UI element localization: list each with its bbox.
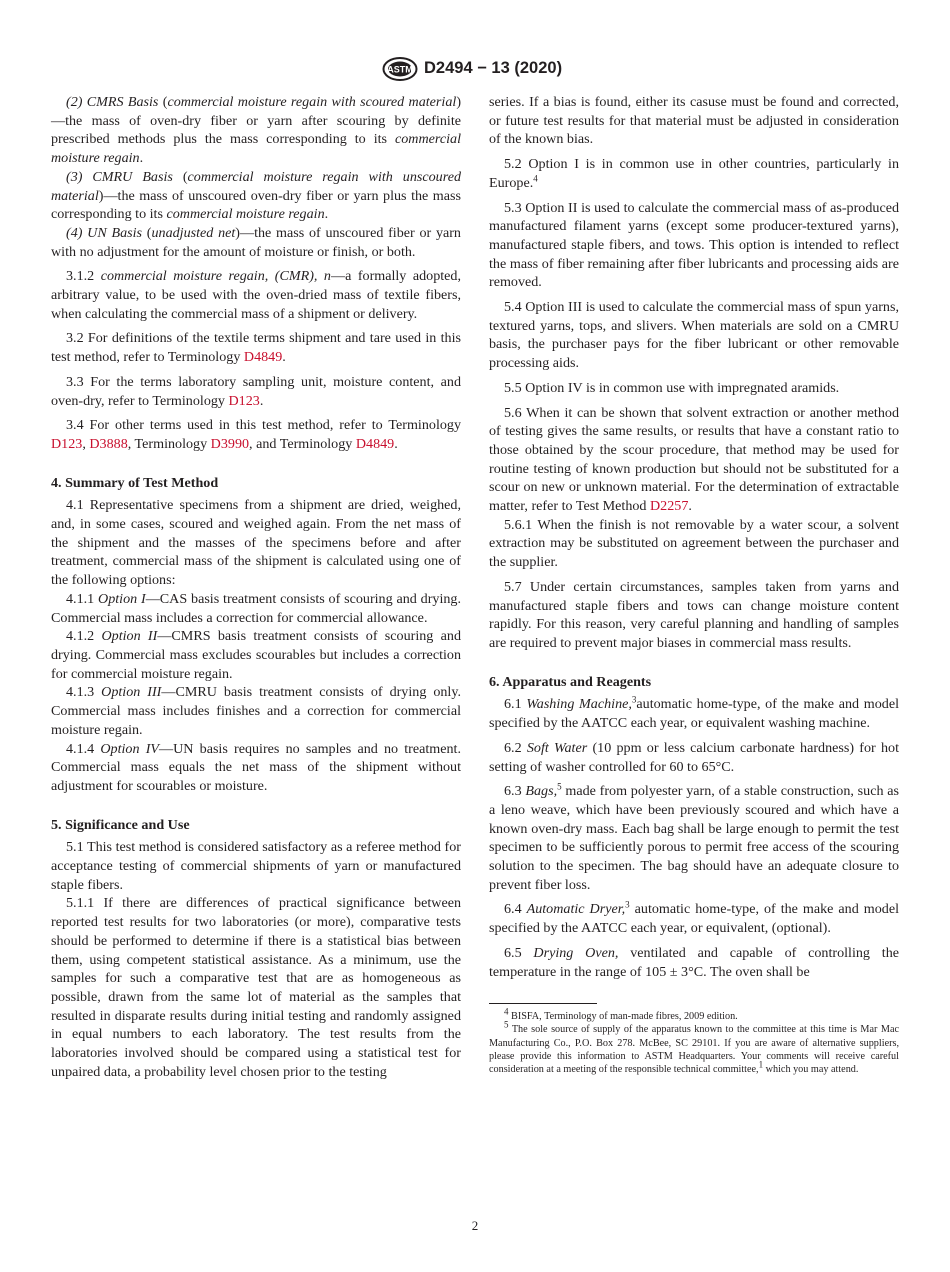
- logo-text: ASTM: [387, 64, 413, 75]
- paragraph-3-4: 3.4 For other terms used in this test method, refer to Terminology D123, D3888, Terminology D3990, and Terminology D4849.: [51, 417, 461, 452]
- link-d123[interactable]: D123: [228, 392, 260, 409]
- section-heading-5: 5. Significance and Use: [51, 816, 190, 833]
- paragraph-5-4: 5.4 Option III is used to calculate the commercial mass of spun yarns, textured yarns, tops, and slivers. When materials are sold on a CMRU basis, the purchaser pays for the fiber lubricant or other removable processing aids.: [489, 299, 899, 372]
- paragraph-6-5: 6.5 Drying Oven, ventilated and capable of controlling the temperature in the range of 105 ± 3°C. The oven shall be: [489, 944, 899, 980]
- paragraph-5-7: 5.7 Under certain circumstances, samples taken from yarns and manufactured staple fibers and tows can change moisture content rapidly. For this reason, very careful planning and handling of samples are required to prevent major biases in commercial mass results.: [489, 578, 899, 651]
- paragraph-3-2: 3.2 For definitions of the textile terms shipment and tare used in this test method, refer to Terminology D4849.: [51, 330, 461, 366]
- link-d123[interactable]: D123: [51, 435, 83, 452]
- document-designation: D2494 − 13 (2020): [424, 59, 563, 77]
- paragraph-5-5: 5.5 Option IV is in common use with impregnated aramids.: [504, 379, 840, 396]
- paragraph-4-1-4: 4.1.4 Option IV—UN basis requires no samples and no treatment. Commercial mass equals the net mass of the shipment without adjustment for scourables or moisture.: [51, 740, 461, 794]
- paragraph-cmru-basis: (3) CMRU Basis (commercial moisture regain with unscoured material)—the mass of unscoured oven-dry fiber or yarn plus the mass corresponding to its commercial moisture regain.: [51, 168, 461, 223]
- footnote-ref-5: 5: [557, 781, 562, 792]
- footnote-ref-4: 4: [533, 173, 538, 184]
- link-d4849[interactable]: D4849: [355, 435, 395, 452]
- paragraph-5-6-1: 5.6.1 When the finish is not removable by a water scour, a solvent extraction may be substituted on agreement between the purchaser and the supplier.: [489, 516, 899, 571]
- paragraph-5-1: 5.1 This test method is considered satisfactory as a referee method for acceptance testing of commercial shipments of yarn or manufactured staple fibers.: [51, 839, 461, 893]
- link-d3990[interactable]: D3990: [210, 435, 250, 452]
- footnote-ref-3: 3: [631, 694, 637, 705]
- paragraph-6-1: 6.1 Washing Machine,$^3$automatic home-type, of the make and model specified by the AATCC each year, or equivalent washing machine.: [489, 694, 900, 732]
- paragraph-5-1-1-continued: series. If a bias is found, either its casuse must be found and corrected, or future test results for that material must be adjusted in consideration of the known bias.: [489, 94, 899, 148]
- footnote-5: $^5$ The sole source of supply of the apparatus known to the committee at this time is Mar Mac Manufacturing Co., P.O. Box 278. McBee, SC 29101. If you are aware of alternative suppliers, please provide this information to ASTM Headquarters. Your comments will receive careful consideration at a meeting of the responsible technical committee,$^1$ which you may attend.: [489, 1020, 899, 1076]
- page-header: [0, 56, 950, 82]
- paragraph-4-1-3: 4.1.3 Option III—CMRU basis treatment consists of drying only. Commercial mass includes finishes and a correction for commercial moisture regain.: [51, 684, 461, 738]
- footnote-4: $^4$ BISFA, Terminology of man-made fibres, 2009 edition.: [504, 1006, 738, 1023]
- link-d3888[interactable]: D3888: [89, 435, 128, 452]
- page-number: 2: [471, 1218, 479, 1233]
- link-d2257[interactable]: D2257: [650, 498, 689, 515]
- paragraph-cmrs-basis: (2) CMRS Basis (commercial moisture regain with scoured material)—the mass of oven-dry fiber or yarn after scouring by definite prescribed methods plus the mass corresponding to its commercial moisture regain.: [51, 94, 462, 167]
- astm-logo-icon: [382, 57, 418, 81]
- paragraph-un-basis: (4) UN Basis (unadjusted net)—the mass of unscoured fiber or yarn with no adjustment for the amount of moisture or finish, or both.: [51, 224, 461, 260]
- right-column: [489, 93, 899, 1076]
- paragraph-3-1-2: 3.1.2 commercial moisture regain, (CMR), n—a formally adopted, arbitrary value, to be used with the oven-dried mass of textile fibers, when calculating the commercial mass of a shipment or delivery.: [51, 268, 461, 322]
- paragraph-4-1-2: 4.1.2 Option II—CMRS basis treatment consists of scouring and drying. Commercial mass excludes scourables but includes a correction for commercial moisture regain.: [51, 628, 461, 682]
- section-heading-6: 6. Apparatus and Reagents: [489, 673, 652, 690]
- paragraph-6-2: 6.2 Soft Water (10 ppm or less calcium carbonate hardness) for hot setting of washer controlled for 60 to 65°C.: [489, 739, 900, 775]
- footnote-ref-3: 3: [625, 899, 630, 910]
- paragraph-5-1-1: 5.1.1 If there are differences of practical significance between reported test results for two laboratories (or more), comparative tests should be performed to determine if there is a statistical bias between them, using competent statistical assistance. As a minimum, use the samples for such a comparative test that are as homogeneous as possible, drawn from the same lot of material as the samples that resulted in disparate results during initial testing and randomly assigned in equal numbers to each laboratory. The test results from the laboratories involved should be compared using a statistical test for unpaired data, a probability level chosen prior to the testing: [51, 895, 461, 1080]
- paragraph-6-3: 6.3 Bags,$^5$ made from polyester yarn, of a stable construction, such as a leno weave, which have been previously scoured and which have a known oven-dry mass. Each bag shall be large enough to permit the test specimen to be sufficiently porous to permit free access of the scouring solution to the specimen. The bag should have an adequate closure to prevent fiber loss.: [489, 781, 900, 893]
- paragraph-5-2: 5.2 Option I is in common use in other countries, particularly in Europe.$^4$: [489, 156, 899, 191]
- paragraph-4-1: 4.1 Representative specimens from a shipment are dried, weighed, and, in some cases, scoured and weighed again. From the net mass of the shipment and the masses of the specimens before and after treatment, commercial mass of the shipment is calculated using one of the following options:: [51, 497, 461, 589]
- section-heading-4: 4. Summary of Test Method: [51, 474, 219, 491]
- paragraph-4-1-1: 4.1.1 Option I—CAS basis treatment consists of scouring and drying. Commercial mass includes a correction for commercial allowance.: [51, 590, 461, 626]
- link-d4849[interactable]: D4849: [243, 349, 283, 366]
- paragraph-3-3: 3.3 For the terms laboratory sampling unit, moisture content, and oven-dry, refer to Terminology D123.: [51, 373, 461, 409]
- left-column: [51, 93, 461, 1081]
- paragraph-6-4: 6.4 Automatic Dryer,$^3$ automatic home-type, of the make and model specified by the AATCC each year, or equivalent, (optional).: [489, 899, 899, 937]
- paragraph-5-3: 5.3 Option II is used to calculate the commercial mass of as-produced manufactured filament yarns (except some producer-textured yarns), manufactured staple fibers, and tows. This option is intended to reflect the mass of fiber remaining after fiber lubricants and processing aids are removed.: [489, 199, 899, 291]
- footnote-divider: [489, 1003, 597, 1004]
- paragraph-5-6: 5.6 When it can be shown that solvent extraction or another method of testing gives the same results, or results that have a constant ratio to those obtained by the scour procedure, that method may be used for routine testing of known production but should not be substituted for a scour on new or unknown material. For the determination of extractable matter, refer to Test Method D2257.: [489, 404, 899, 515]
